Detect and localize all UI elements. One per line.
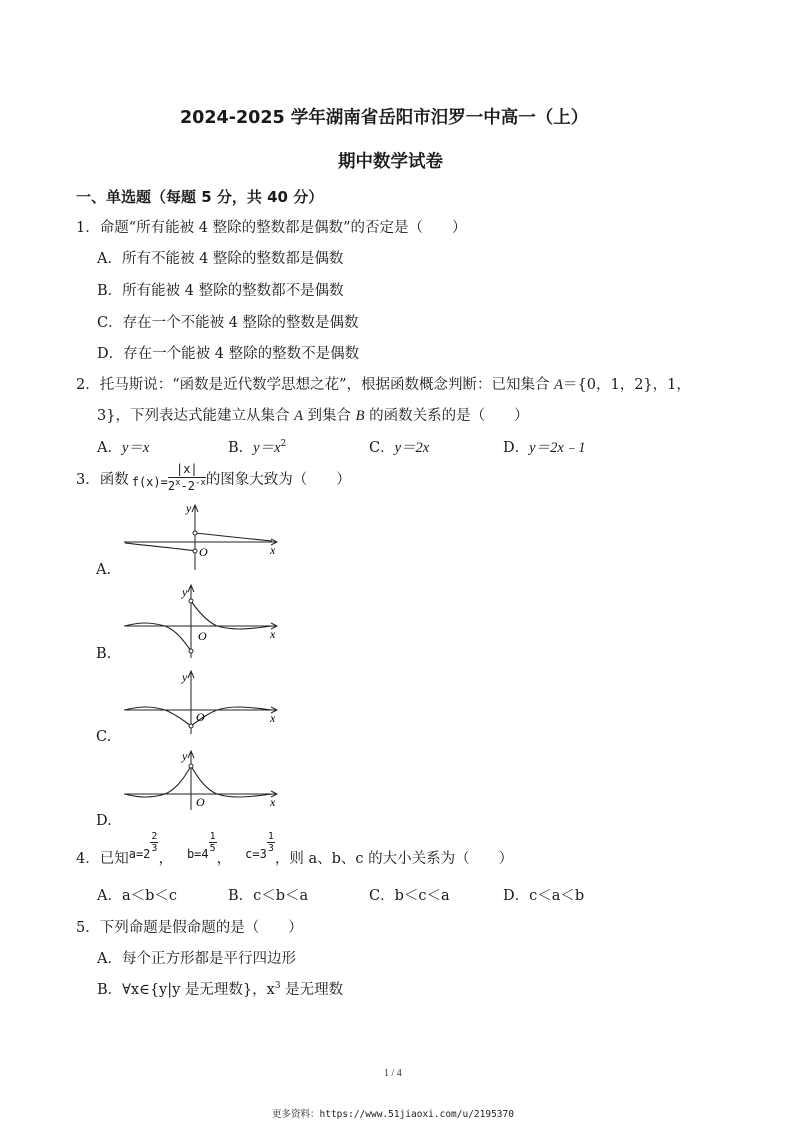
q4-b-num: 1 — [209, 831, 216, 842]
question-5-stem: 5．下列命题是假命题的是（ ） — [76, 920, 303, 936]
q4-a-expr — [128, 831, 159, 870]
q3-fraction — [168, 462, 206, 494]
page-subtitle: 期中数学试卷 — [338, 152, 443, 172]
q4-c-num: 1 — [267, 831, 274, 842]
q3-option-a-label: A. — [96, 562, 112, 578]
q4-c-lhs: c=3 — [245, 847, 267, 861]
q2-set-a: A — [554, 377, 564, 393]
q3-den-a: 2 — [167, 479, 176, 493]
open-point-bottom — [193, 549, 197, 553]
q2-text-1: 2．托马斯说：“函数是近代数学思想之花”，根据函数概念判断：已知集合 — [76, 377, 555, 393]
question-2-option-c — [369, 436, 429, 457]
q2-opt-d-expr: y＝2x﹣1 — [529, 440, 586, 456]
curve-right — [191, 766, 272, 797]
curve-left — [125, 623, 191, 651]
q4-text-post: ，则 a、b、c 的大小关系为（ ） — [274, 851, 514, 867]
page-title: 2024-2025 学年湖南省岳阳市汨罗一中高一（上） — [180, 108, 589, 128]
x-label: x — [270, 543, 276, 557]
q3-graph-b — [120, 582, 290, 660]
x-label: x — [270, 795, 276, 809]
q4-b-den: 5 — [209, 843, 216, 854]
curve-right — [191, 601, 272, 629]
question-2-option-b — [228, 436, 286, 457]
q2-text-3: 3}，下列表达式能建立从集合 — [97, 408, 295, 424]
q3-den-mid: -2 — [180, 479, 195, 493]
q2-opt-d-label: D． — [503, 440, 530, 456]
q3-frac-num: |x| — [168, 462, 206, 478]
q4-a-num: 2 — [151, 831, 158, 842]
q5-opt-b-pre: B．∀x∈{y|y 是无理数}，x — [97, 982, 275, 998]
open-point-top — [193, 531, 197, 535]
q3-den-a-exp: x — [175, 478, 181, 488]
q3-graph-a — [120, 502, 290, 572]
q2-text-2: ＝{0，1，2}，1， — [563, 377, 691, 393]
q4-b-lhs: b=4 — [186, 847, 209, 861]
y-label: y — [186, 502, 192, 515]
q3-graph-c — [120, 668, 290, 738]
question-1-option-c: C．存在一个不能被 4 整除的整数是偶数 — [97, 315, 359, 331]
q4-text-pre: 4．已知 — [76, 851, 129, 867]
q4-a-lhs: a=2 — [128, 847, 151, 861]
q2-opt-a-label: A． — [97, 440, 122, 456]
q2-text-4: 到集合 — [302, 408, 356, 424]
q3-option-d-label: D. — [96, 813, 112, 829]
q5-opt-b-exp: 3 — [274, 981, 281, 992]
q2-set-b: B — [355, 408, 365, 424]
q2-opt-b-expr: y＝x — [253, 440, 281, 456]
q4-c-expr — [245, 831, 275, 870]
origin-label: O — [196, 710, 205, 724]
y-label: y — [182, 585, 188, 599]
q4-c-exp — [267, 831, 275, 854]
question-4-option-a: A．a＜b＜c — [97, 888, 178, 904]
question-3-stem — [76, 458, 351, 498]
q4-c-den: 3 — [267, 843, 274, 854]
q4-a-exp — [150, 831, 158, 854]
q3-graph-d — [120, 748, 290, 812]
q3-option-b-label: B. — [96, 646, 112, 662]
open-point — [189, 724, 193, 728]
y-label: y — [182, 670, 188, 684]
curve-left — [125, 543, 195, 551]
q3-option-c-label: C. — [96, 729, 112, 745]
question-1-option-a: A．所有不能被 4 整除的整数都是偶数 — [97, 251, 344, 267]
y-label: y — [182, 749, 188, 763]
question-2-stem-line2 — [97, 404, 529, 425]
q4-b-expr — [186, 831, 217, 870]
page-number: 1 / 4 — [384, 1068, 402, 1079]
q2-opt-b-exp: 2 — [280, 439, 287, 450]
question-1-option-d: D．存在一个能被 4 整除的整数不是偶数 — [97, 346, 360, 362]
origin-label: O — [198, 629, 207, 643]
q3-text-pre: 3．函数 — [76, 471, 129, 488]
x-label: x — [270, 627, 276, 641]
q2-opt-a-expr: y＝x — [121, 440, 150, 456]
open-point — [189, 764, 193, 768]
question-4-option-d: D．c＜a＜b — [503, 888, 585, 904]
question-5-option-a: A．每个正方形都是平行四边形 — [97, 951, 296, 967]
question-4-option-b: B．c＜b＜a — [228, 888, 309, 904]
question-4-option-c: C．b＜c＜a — [369, 888, 450, 904]
question-2-stem-line1 — [76, 373, 691, 394]
q2-text-5: 的函数关系的是（ ） — [364, 408, 529, 424]
open-point-top — [189, 599, 193, 603]
x-label: x — [270, 711, 276, 725]
curve-right — [195, 533, 272, 541]
q2-opt-c-expr: y＝2x — [394, 440, 430, 456]
question-2-option-d — [503, 436, 586, 457]
q5-opt-b-post: 是无理数 — [280, 982, 344, 998]
q4-b-exp — [209, 831, 217, 854]
question-1-option-b: B．所有能被 4 整除的整数都不是偶数 — [97, 283, 344, 299]
origin-label: O — [199, 545, 208, 559]
question-4-stem: 4．已知 a=2 $\frac{2}{3}$ ， b=4 $\frac{1}{5}$ ， c=3 $\frac{1}{3}$ ，则 a、b、c 的大小关系为（ ） — [76, 836, 513, 872]
q3-den-b-exp: -x — [194, 478, 206, 488]
q3-text-post: 的图象大致为（ ） — [205, 471, 351, 488]
q2-set-a-2: A — [294, 408, 303, 424]
q4-a-den: 3 — [151, 843, 158, 854]
q2-opt-b-label: B． — [228, 440, 254, 456]
section-heading: 一、单选题（每题 5 分，共 40 分） — [76, 188, 324, 206]
question-1-stem: 1．命题“所有能被 4 整除的整数都是偶数”的否定是（ ） — [76, 220, 467, 236]
curve-left — [125, 766, 191, 797]
question-5-option-b — [97, 978, 343, 999]
q3-frac-den — [168, 478, 206, 494]
question-2-option-a — [97, 436, 149, 457]
origin-label: O — [196, 795, 205, 809]
q2-opt-c-label: C． — [369, 440, 395, 456]
q3-func-name: f(x)= — [131, 475, 168, 489]
footer-link[interactable]: 更多资料：https://www.51jiaoxi.com/u/2195370 — [272, 1109, 514, 1120]
open-point-bottom — [189, 649, 193, 653]
